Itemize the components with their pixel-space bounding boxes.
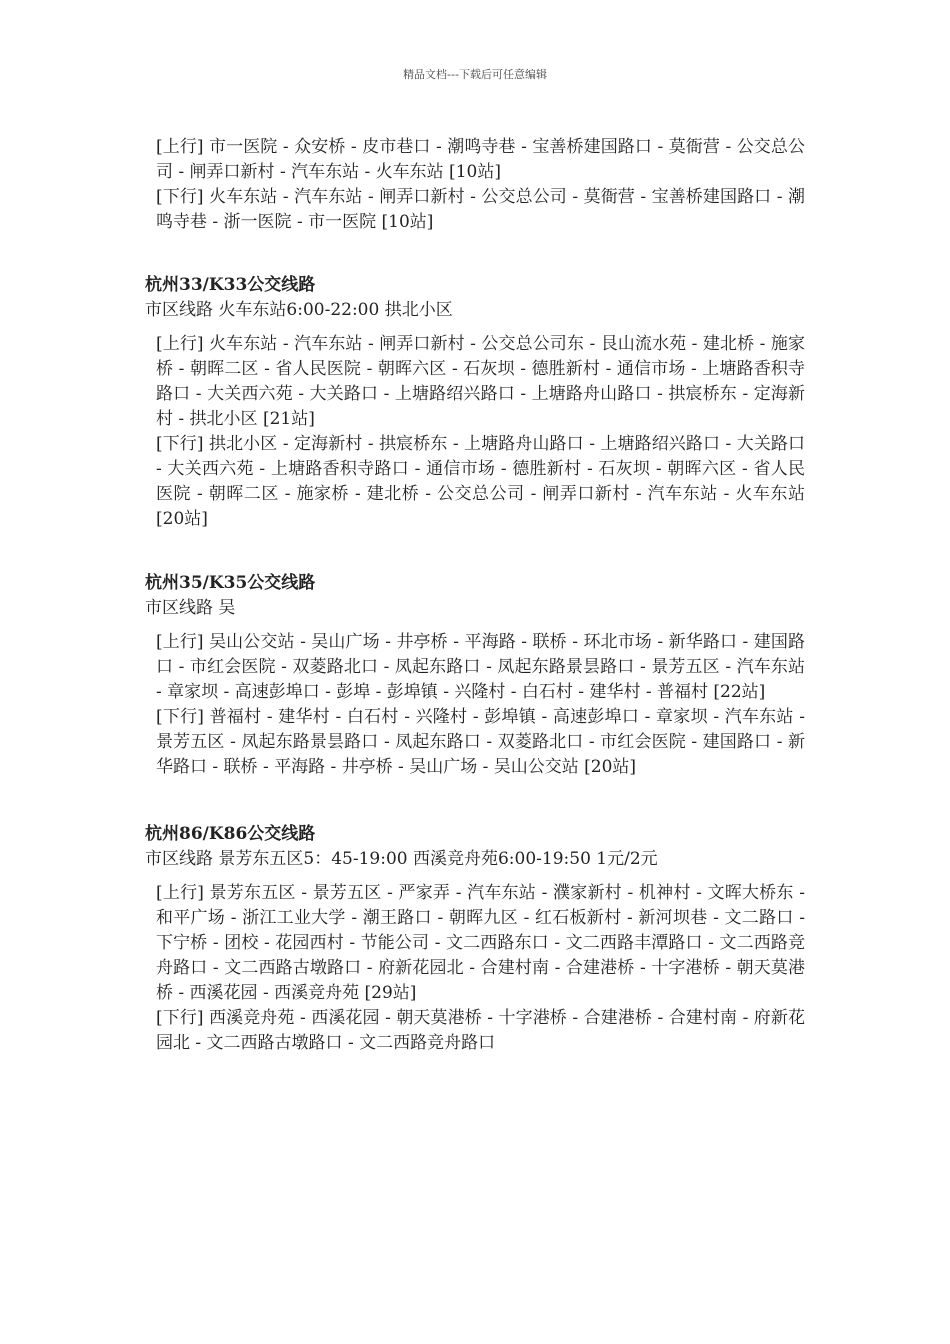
route-block-continued [145,135,805,235]
route-info: 市区线路 火车东站6:00-22:00 拱北小区 [145,300,453,320]
route-upbound-stops: [上行] 景芳东五区 - 景芳五区 - 严家弄 - 汽车东站 - 濮家新村 - 机神村 - 文晖大桥东 - 和平广场 - 浙江工业大学 - 潮王路口 - 朝晖九区 - 红石板新村 - 新河坝巷 - 文二路口 - 下宁桥 - 团校 - 花园西村 - 节能公司 - 文二西路东口 - 文二西路丰潭路口 - 文二西路竞舟路口 - 文二西路古墩路口 - 府新花园北 - 合建村南 - 合建港桥 - 十字港桥 - 朝天莫港桥 - 西溪花园 - 西溪竞舟苑 [29站] [156,883,805,1003]
document-body [145,135,805,1056]
route-info: 市区线路 吴 [145,598,236,618]
route-block-35 [145,570,805,780]
route-title: 杭州35/K35公交线路 [145,573,316,593]
route-upbound-stops: [上行] 吴山公交站 - 吴山广场 - 井亭桥 - 平海路 - 联桥 - 环北市场 - 新华路口 - 建国路口 - 市红会医院 - 双菱路北口 - 凤起东路口 - 凤起东路景昙路口 - 景芳五区 - 汽车东站 - 章家坝 - 高速彭埠口 - 彭埠 - 彭埠镇 - 兴隆村 - 白石村 - 建华村 - 普福村 [22站] [156,632,805,702]
route-title: 杭州86/K86公交线路 [145,824,316,844]
route-upbound-stops: [上行] 市一医院 - 众安桥 - 皮市巷口 - 潮鸣寺巷 - 宝善桥建国路口 - 莫衙营 - 公交总公司 - 闸弄口新村 - 汽车东站 - 火车东站 [10站] [156,137,805,182]
route-downbound-stops: [下行] 西溪竞舟苑 - 西溪花园 - 朝天莫港桥 - 十字港桥 - 合建港桥 - 合建村南 - 府新花园北 - 文二西路古墩路口 - 文二西路竞舟路口 [156,1008,805,1053]
route-info: 市区线路 景芳东五区5：45-19:00 西溪竞舟苑6:00-19:50 1元/2元 [145,849,658,869]
route-downbound-stops: [下行] 火车东站 - 汽车东站 - 闸弄口新村 - 公交总公司 - 莫衙营 - 宝善桥建国路口 - 潮鸣寺巷 - 浙一医院 - 市一医院 [10站] [156,187,805,232]
page-header: 精品文档---下载后可任意编辑 [403,68,547,81]
route-block-33 [145,272,805,532]
route-block-86 [145,821,805,1056]
route-upbound-stops: [上行] 火车东站 - 汽车东站 - 闸弄口新村 - 公交总公司东 - 艮山流水苑 - 建北桥 - 施家桥 - 朝晖二区 - 省人民医院 - 朝晖六区 - 石灰坝 - 德胜新村 - 通信市场 - 上塘路香积寺路口 - 大关西六苑 - 大关路口 - 上塘路绍兴路口 - 上塘路舟山路口 - 拱宸桥东 - 定海新村 - 拱北小区 [21站] [156,334,805,429]
route-downbound-stops: [下行] 普福村 - 建华村 - 白石村 - 兴隆村 - 彭埠镇 - 高速彭埠口 - 章家坝 - 汽车东站 - 景芳五区 - 凤起东路景昙路口 - 凤起东路口 - 双菱路北口 - 市红会医院 - 建国路口 - 新华路口 - 联桥 - 平海路 - 井亭桥 - 吴山广场 - 吴山公交站 [20站] [156,707,805,777]
route-downbound-stops: [下行] 拱北小区 - 定海新村 - 拱宸桥东 - 上塘路舟山路口 - 上塘路绍兴路口 - 大关路口 - 大关西六苑 - 上塘路香积寺路口 - 通信市场 - 德胜新村 - 石灰坝 - 朝晖六区 - 省人民医院 - 朝晖二区 - 施家桥 - 建北桥 - 公交总公司 - 闸弄口新村 - 汽车东站 - 火车东站 [20站] [156,434,805,529]
route-title: 杭州33/K33公交线路 [145,275,316,295]
